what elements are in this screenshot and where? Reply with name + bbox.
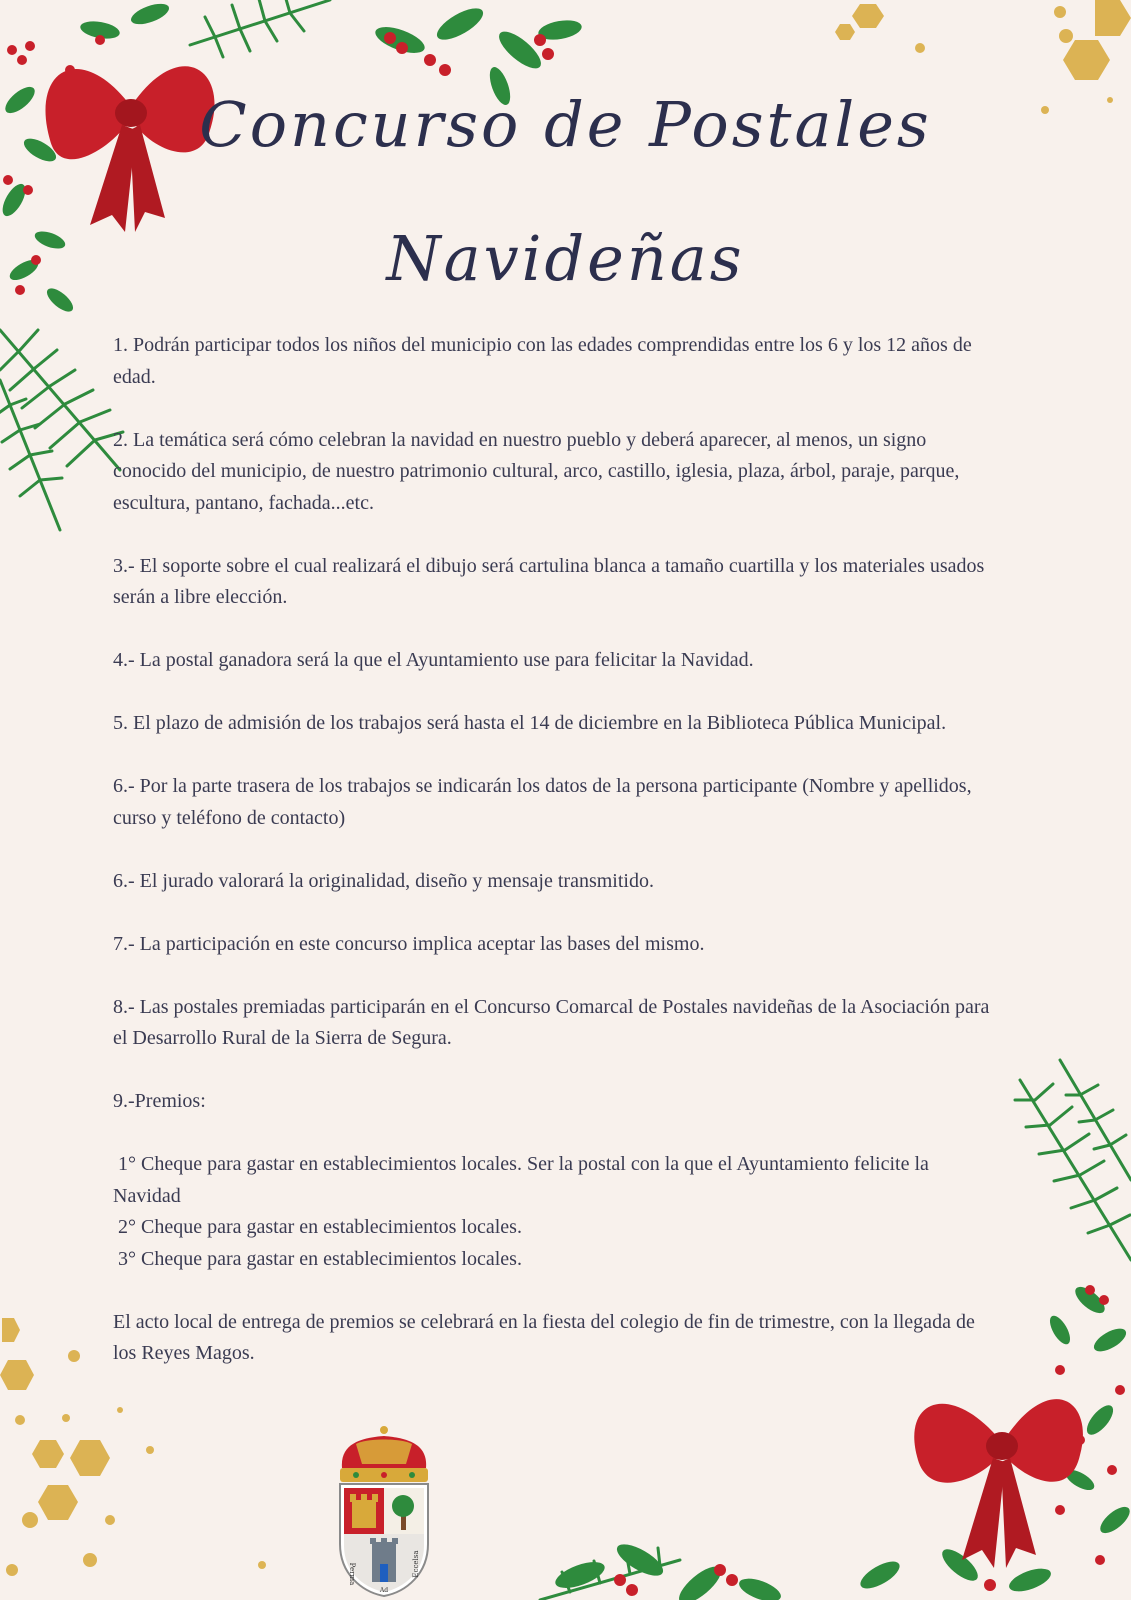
rule-7: 7.- La participación en este concurso implica aceptar las bases del mismo. (113, 932, 705, 955)
prize-2: 2° Cheque para gastar en establecimientos locales. (113, 1216, 522, 1238)
closing-text: El acto local de entrega de premios se celebrará en la fiesta del colegio de fin de trimestre, con la llegada de los Reyes Magos. (113, 1310, 975, 1364)
rule-5: 5. El plazo de admisión de los trabajos será hasta el 14 de diciembre en la Biblioteca Pública Municipal. (113, 712, 947, 734)
title-line-2: Navideñas (386, 222, 745, 295)
prize-3: 3° Cheque para gastar en establecimientos locales. (113, 1247, 522, 1270)
rule-1: 1. Podrán participar todos los niños del municipio con las edades comprendidas entre los 6 y los 12 años de edad. (113, 334, 972, 388)
rule-6: 6.- Por la parte trasera de los trabajos se indicarán los datos de la persona participante (Nombre y apellidos, curso y teléfono de contacto) (113, 775, 972, 829)
prize-1: 1° Cheque para gastar en establecimientos locales. Ser la postal con la que el Ayuntamiento felicite la Navidad (113, 1153, 934, 1207)
title-line-1: Concurso de Postales (199, 88, 932, 161)
rule-2: 2. La temática será cómo celebran la navidad en nuestro pueblo y deberá aparecer, al menos, un signo conocido del municipio, de nuestro patrimonio cultural, arco, castillo, iglesia, plaza, árbol, paraje, parque, escultura, pantano, fachada...etc. (113, 428, 960, 514)
castle-icon (350, 1494, 378, 1528)
crest-motto-right: Eccelsa (412, 1550, 420, 1578)
rule-6b: 6.- El jurado valorará la originalidad, diseño y mensaje transmitido. (113, 869, 654, 892)
rules-content (113, 330, 993, 1401)
rule-8: 8.- Las postales premiadas participarán en el Concurso Comarcal de Postales navideñas de la Asociación para el Desarrollo Rural de la Sierra de Segura. (113, 995, 990, 1049)
municipal-coat-of-arms (336, 1424, 432, 1600)
rule-3: 3.- El soporte sobre el cual realizará el dibujo será cartulina blanca a tamaño cuartilla y los materiales usados serán a libre elección. (113, 554, 985, 608)
rule-4: 4.- La postal ganadora será la que el Ayuntamiento use para felicitar la Navidad. (113, 649, 754, 671)
crown-icon (340, 1426, 428, 1482)
crest-motto-bottom: Ad (379, 1587, 389, 1594)
rule-9-prizes-heading: 9.-Premios: (113, 1090, 206, 1112)
crest-motto-left: Perma (348, 1562, 356, 1586)
red-bow-bottom-right (914, 1399, 1083, 1568)
